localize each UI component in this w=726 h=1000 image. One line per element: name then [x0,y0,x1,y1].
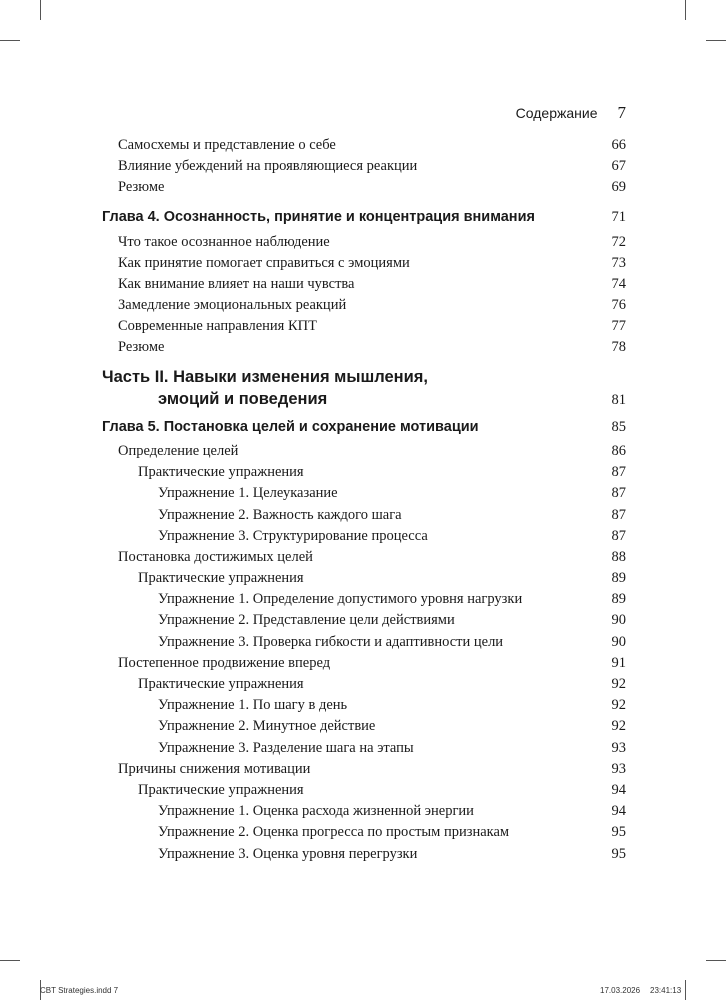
toc-entry-title: Упражнение 1. Определение допустимого уровня нагрузки [158,591,523,607]
slug-time: 23:41:13 [650,986,682,995]
toc-entry[interactable] [102,610,626,632]
toc-entry-page: 95 [611,824,626,840]
toc-entry-page: 67 [611,158,626,174]
chapter-page: 85 [611,419,626,435]
toc-entry-title: Упражнение 1. Целеуказание [158,485,338,501]
toc-chapter-4[interactable] [102,207,626,229]
toc-entry-title: Упражнение 3. Разделение шага на этапы [158,740,414,756]
toc-entry[interactable] [102,505,626,527]
crop-mark-top-left-v [40,0,41,20]
toc-entry-title: Влияние убеждений на проявляющиеся реакции [118,158,418,174]
toc-entry-title: Резюме [118,339,165,355]
toc-entry-title: Упражнение 3. Оценка уровня перегрузки [158,846,418,862]
toc-entry-page: 89 [611,570,626,586]
toc-entry-page: 93 [611,761,626,777]
toc-entry-page: 89 [611,591,626,607]
toc-entry[interactable] [102,462,626,484]
toc-entry[interactable] [102,135,626,157]
toc-entry-title: Упражнение 2. Оценка прогресса по простым признакам [158,824,510,840]
crop-mark-top-right-h [706,40,726,41]
toc-entry-page: 90 [611,634,626,650]
chapter-page: 71 [611,209,626,225]
toc-entry[interactable] [102,483,626,505]
toc-entry-title: Упражнение 1. Оценка расхода жизненной энергии [158,803,474,819]
toc-entry[interactable] [102,337,626,359]
toc-entry[interactable] [102,632,626,654]
toc-entry-page: 87 [611,528,626,544]
toc-entry[interactable] [102,547,626,569]
toc-entry[interactable] [102,441,626,463]
toc-entry[interactable] [102,738,626,760]
toc-entry-title: Современные направления КПТ [118,318,317,334]
toc-entry-title: Что такое осознанное наблюдение [118,234,330,250]
toc-entry-title: Постепенное продвижение вперед [118,655,331,671]
toc-entry-title: Резюме [118,179,165,195]
toc-entry-page: 73 [611,255,626,271]
toc-entry-page: 86 [611,443,626,459]
toc-entry[interactable] [102,526,626,548]
toc-entry-title: Причины снижения мотивации [118,761,311,777]
toc-entry-title: Практические упражнения [138,676,304,692]
toc-entry-page: 92 [611,718,626,734]
toc-entry-page: 91 [611,655,626,671]
toc-entry-title: Упражнение 2. Представление цели действиями [158,612,455,628]
toc-entry-page: 93 [611,740,626,756]
toc-entry-page: 77 [611,318,626,334]
slug-file-name: CBT Strategies.indd 7 [40,986,119,995]
toc-entry[interactable] [102,801,626,823]
crop-mark-bottom-right-h [706,960,726,961]
toc-entry-title: Упражнение 2. Минутное действие [158,718,376,734]
crop-mark-top-right-v [685,0,686,20]
toc-entry-title: Замедление эмоциональных реакций [118,297,347,313]
toc-entry[interactable] [102,674,626,696]
toc-entry-page: 87 [611,464,626,480]
header-title: Содержание [515,105,598,121]
toc-entry[interactable] [102,316,626,338]
toc-entry-title: Упражнение 2. Важность каждого шага [158,507,402,523]
toc-entry-page: 87 [611,485,626,501]
toc-entry[interactable] [102,253,626,275]
toc-entry-title: Практические упражнения [138,782,304,798]
toc-entry[interactable] [102,589,626,611]
toc-entry-title: Самосхемы и представление о себе [118,137,336,153]
toc-entry[interactable] [102,177,626,199]
toc-entry-page: 66 [611,137,626,153]
chapter-title: Глава 4. Осознанность, принятие и концентрация внимания [102,209,535,225]
toc-entry-page: 76 [611,297,626,313]
toc-entry-page: 95 [611,846,626,862]
toc-entry[interactable] [102,716,626,738]
toc-entry-title: Упражнение 1. По шагу в день [158,697,348,713]
running-header [102,103,626,123]
toc-entry[interactable] [102,653,626,675]
toc-entry-title: Практические упражнения [138,570,304,586]
toc-chapter-5[interactable] [102,417,626,439]
toc-entry-title: Постановка достижимых целей [118,549,313,565]
toc-entry-page: 88 [611,549,626,565]
crop-mark-bottom-right-v [685,980,686,1000]
toc-entry[interactable] [102,232,626,254]
toc-entry-title: Как принятие помогает справиться с эмоциями [118,255,410,271]
toc-entry-title: Практические упражнения [138,464,304,480]
toc-part-2[interactable] [102,366,626,412]
part-title-line-2: эмоций и поведения [158,390,328,408]
toc-entry-page: 78 [611,339,626,355]
crop-mark-bottom-left-h [0,960,20,961]
part-title-line-1: Часть II. Навыки изменения мышления, [102,368,428,386]
toc-entry-page: 92 [611,697,626,713]
toc-entry[interactable] [102,695,626,717]
toc-entry-page: 69 [611,179,626,195]
toc-entry-title: Упражнение 3. Проверка гибкости и адаптивности цели [158,634,504,650]
header-page-number: 7 [617,103,626,122]
toc-entry-page: 92 [611,676,626,692]
toc-entry-title: Упражнение 3. Структурирование процесса [158,528,428,544]
toc-entry-page: 72 [611,234,626,250]
toc-entry-page: 74 [611,276,626,292]
toc-entry[interactable] [102,156,626,178]
toc-entry[interactable] [102,759,626,781]
toc-entry[interactable] [102,780,626,802]
toc-entry-page: 94 [611,782,626,798]
part-page: 81 [611,392,626,408]
chapter-title: Глава 5. Постановка целей и сохранение мотивации [102,419,479,435]
toc-entry-title: Определение целей [118,443,239,459]
slug-date: 17.03.2026 [600,986,641,995]
toc-entry-title: Как внимание влияет на наши чувства [118,276,355,292]
toc-entry-page: 90 [611,612,626,628]
toc-entry[interactable] [102,295,626,317]
toc-entry-page: 94 [611,803,626,819]
toc-entry[interactable] [102,568,626,590]
toc-entry[interactable] [102,822,626,844]
toc-entry[interactable] [102,844,626,866]
toc-entry-page: 87 [611,507,626,523]
toc-entry[interactable] [102,274,626,296]
crop-mark-top-left-h [0,40,20,41]
